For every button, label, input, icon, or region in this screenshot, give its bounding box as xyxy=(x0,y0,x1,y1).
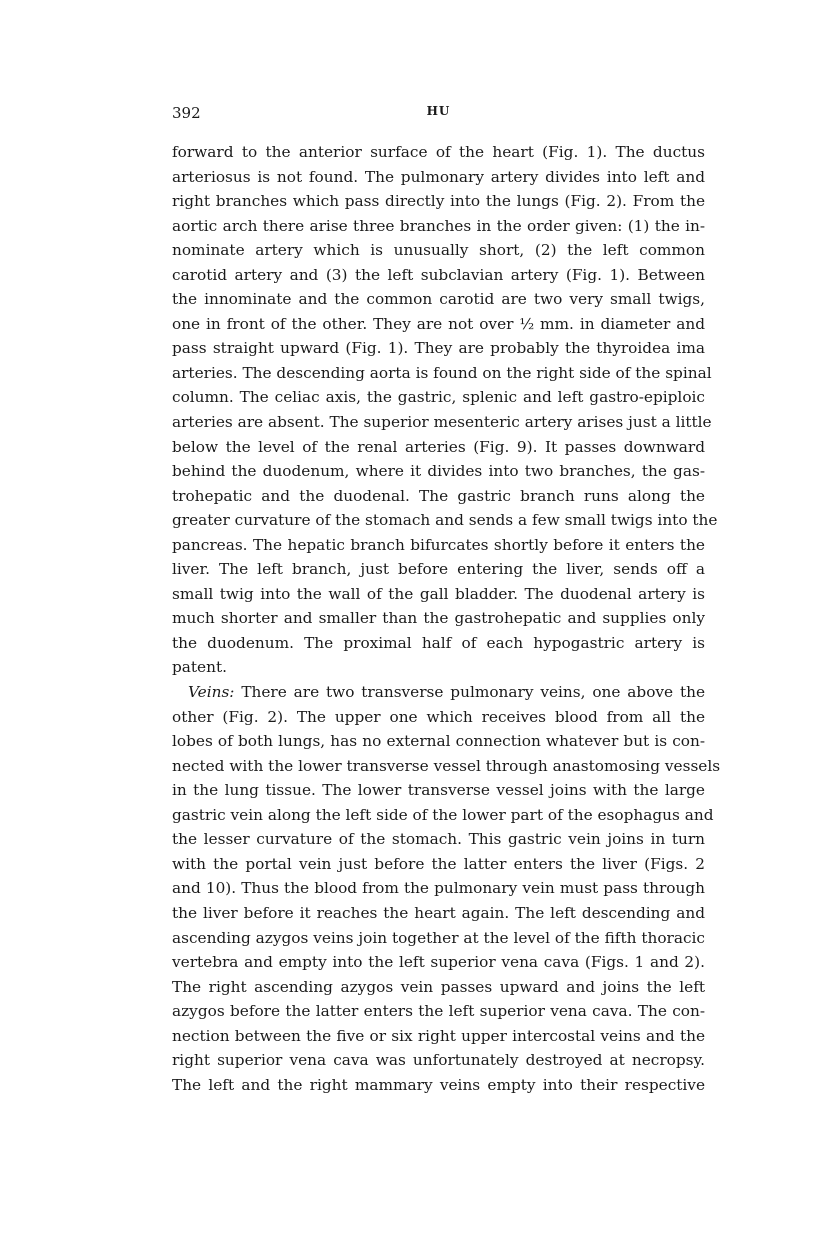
body-text xyxy=(172,140,721,1097)
running-title: HU xyxy=(426,104,451,118)
text-line: pass straight upward (Fig. 1). They are probably the thyroidea ima xyxy=(172,339,705,358)
text-line: behind the duodenum, where it divides into two branches, the gas- xyxy=(172,462,705,481)
text-line: arteriosus is not found. The pulmonary artery divides into left and xyxy=(172,167,705,186)
text-line: azygos before the latter enters the left superior vena cava. The con- xyxy=(172,1002,705,1021)
text-line: forward to the anterior surface of the heart (Fig. 1). The ductus xyxy=(172,143,705,161)
text-line: small twig into the wall of the gall bladder. The duodenal artery is xyxy=(172,584,705,603)
text-line: liver. The left branch, just before entering the liver, sends off a xyxy=(172,560,705,579)
text-line: greater curvature of the stomach and sends a few small twigs into the xyxy=(172,511,718,530)
text-line: aortic arch there arise three branches in the order given: (1) the in- xyxy=(172,216,705,235)
text-line: carotid artery and (3) the left subclavian artery (Fig. 1). Between xyxy=(172,265,705,284)
page-header xyxy=(172,104,705,126)
text-line: other (Fig. 2). The upper one which receives blood from all the xyxy=(172,707,705,726)
text-line: the innominate and the common carotid are two very small twigs, xyxy=(172,290,705,309)
text-line: pancreas. The hepatic branch bifurcates shortly before it enters the xyxy=(172,535,705,554)
text-line: the duodenum. The proximal half of each hypogastric artery is xyxy=(172,633,705,652)
text-line: much shorter and smaller than the gastrohepatic and supplies only xyxy=(172,609,705,628)
text-line: The left and the right mammary veins empty into their respective xyxy=(172,1075,705,1094)
text-line: one in front of the other. They are not over ½ mm. in diameter and xyxy=(172,314,705,333)
paragraph-veins xyxy=(172,680,721,1097)
text-line-first xyxy=(172,680,705,705)
paragraph-arteries xyxy=(172,140,718,680)
text-line: column. The celiac axis, the gastric, splenic and left gastro-epiploic xyxy=(172,388,705,407)
text-line: the liver before it reaches the heart again. The left descending and xyxy=(172,903,705,922)
text-line: ascending azygos veins join together at the level of the fifth thoracic xyxy=(172,928,705,947)
text-line: the lesser curvature of the stomach. This gastric vein joins in turn xyxy=(172,830,705,849)
text-line: with the portal vein just before the latter enters the liver (Figs. 2 xyxy=(172,854,705,873)
text-line: arteries are absent. The superior mesenteric artery arises just a little xyxy=(172,413,712,432)
text-line: nominate artery which is unusually short, (2) the left common xyxy=(172,241,705,260)
page-number: 392 xyxy=(172,104,201,122)
text-line: below the level of the renal arteries (Fig. 9). It passes downward xyxy=(172,437,705,456)
text-fragment: There are two transverse pulmonary veins, one above the xyxy=(241,683,705,702)
text-line: vertebra and empty into the left superior vena cava (Figs. 1 and 2). xyxy=(172,953,705,972)
text-line: in the lung tissue. The lower transverse vessel joins with the large xyxy=(172,781,705,800)
text-line: The right ascending azygos vein passes upward and joins the left xyxy=(172,977,705,996)
text-line: nection between the five or six right upper intercostal veins and the xyxy=(172,1026,705,1045)
text-line: patent. xyxy=(172,658,227,677)
section-heading-veins: Veins: xyxy=(188,683,235,702)
text-line: trohepatic and the duodenal. The gastric branch runs along the xyxy=(172,486,705,505)
text-line: right branches which pass directly into the lungs (Fig. 2). From the xyxy=(172,192,705,211)
text-line: right superior vena cava was unfortunately destroyed at necropsy. xyxy=(172,1051,705,1070)
text-line: and 10). Thus the blood from the pulmonary vein must pass through xyxy=(172,879,705,898)
text-line: gastric vein along the left side of the lower part of the esophagus and xyxy=(172,805,714,824)
text-line: arteries. The descending aorta is found on the right side of the spinal xyxy=(172,363,712,382)
text-line: nected with the lower transverse vessel through anastomosing vessels xyxy=(172,756,721,775)
text-line: lobes of both lungs, has no external connection whatever but is con- xyxy=(172,732,705,751)
